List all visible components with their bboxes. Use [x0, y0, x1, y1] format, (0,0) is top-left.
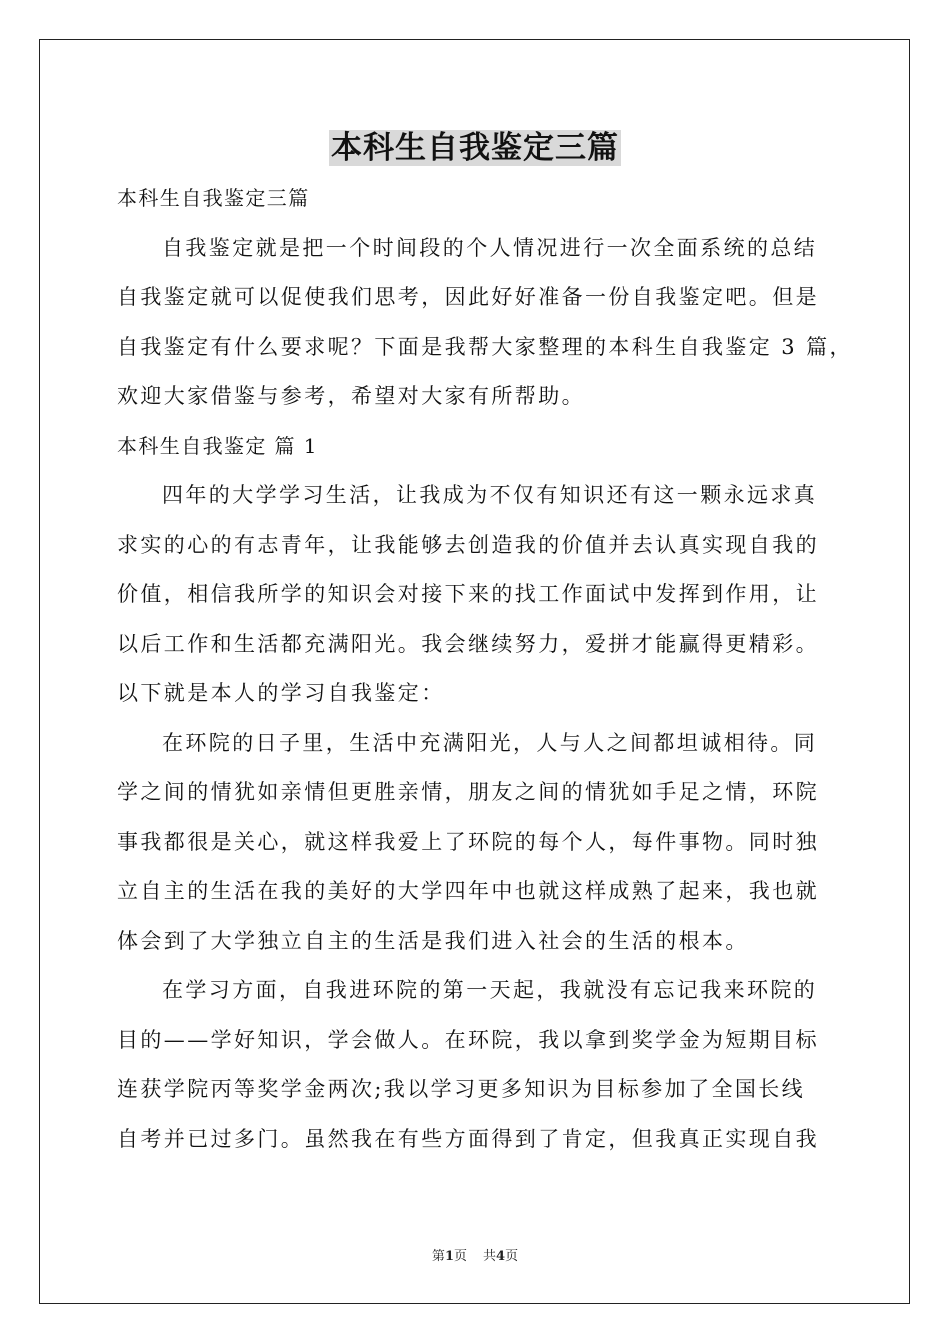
- footer-total-suffix: 页: [505, 1249, 519, 1264]
- body-text-line: 目的——学好知识，学会做人。在环院，我以拿到奖学金为短期目标: [117, 1027, 819, 1052]
- document-body: [117, 174, 853, 1164]
- document-title: [0, 122, 950, 174]
- body-text-line: 在学习方面，自我进环院的第一天起，我就没有忘记我来环院的: [162, 978, 818, 1002]
- body-text-line: 自我鉴定就是把一个时间段的个人情况进行一次全面系统的总结: [162, 235, 818, 260]
- body-text-line: 自考并已过多门。虽然我在有些方面得到了肯定，但我真正实现自我: [117, 1126, 819, 1151]
- section-heading: 本科生自我鉴定三篇: [117, 186, 310, 210]
- body-text-line: 欢迎大家借鉴与参考，希望对大家有所帮助。: [117, 384, 585, 408]
- body-text-line: 在环院的日子里，生活中充满阳光，人与人之间都坦诚相待。同: [162, 730, 818, 755]
- body-text-line: 连获学院丙等奖学金两次;我以学习更多知识为目标参加了全国长线: [117, 1077, 806, 1101]
- body-text-line: 以下就是本人的学习自我鉴定：: [117, 681, 445, 705]
- footer-page-number: 1: [444, 1249, 454, 1264]
- page-footer: [0, 1248, 950, 1266]
- body-text-line: 体会到了大学独立自主的生活是我们进入社会的生活的根本。: [117, 928, 749, 953]
- body-text-line: 价值，相信我所学的知识会对接下来的找工作面试中发挥到作用，让: [117, 582, 819, 606]
- body-text-line: 自我鉴定就可以促使我们思考，因此好好准备一份自我鉴定吧。但是: [117, 285, 819, 309]
- body-text-line: 四年的大学学习生活，让我成为不仅有知识还有这一颗永远求真: [162, 483, 818, 507]
- body-text-line: 事我都很是关心，就这样我爱上了环院的每个人，每件事物。同时独: [117, 829, 819, 854]
- body-text-line: 求实的心的有志青年，让我能够去创造我的价值并去认真实现自我的: [117, 532, 819, 557]
- footer-total-pages: 4: [496, 1249, 506, 1264]
- body-text-line: 以后工作和生活都充满阳光。我会继续努力，爱拼才能赢得更精彩。: [117, 631, 819, 656]
- footer-page-prefix: 第: [431, 1249, 445, 1264]
- footer-total-prefix: 共: [483, 1249, 497, 1264]
- body-text-line: 学之间的情犹如亲情但更胜亲情，朋友之间的情犹如手足之情，环院: [117, 780, 819, 804]
- body-text-line: 自我鉴定有什么要求呢？下面是我帮大家整理的本科生自我鉴定 3 篇，: [117, 334, 853, 359]
- body-text-line: 立自主的生活在我的美好的大学四年中也就这样成熟了起来，我也就: [117, 879, 819, 903]
- section-heading: 本科生自我鉴定 篇 1: [117, 433, 318, 458]
- document-title-text: 本科生自我鉴定三篇: [331, 130, 619, 166]
- footer-page-suffix: 页: [453, 1249, 467, 1264]
